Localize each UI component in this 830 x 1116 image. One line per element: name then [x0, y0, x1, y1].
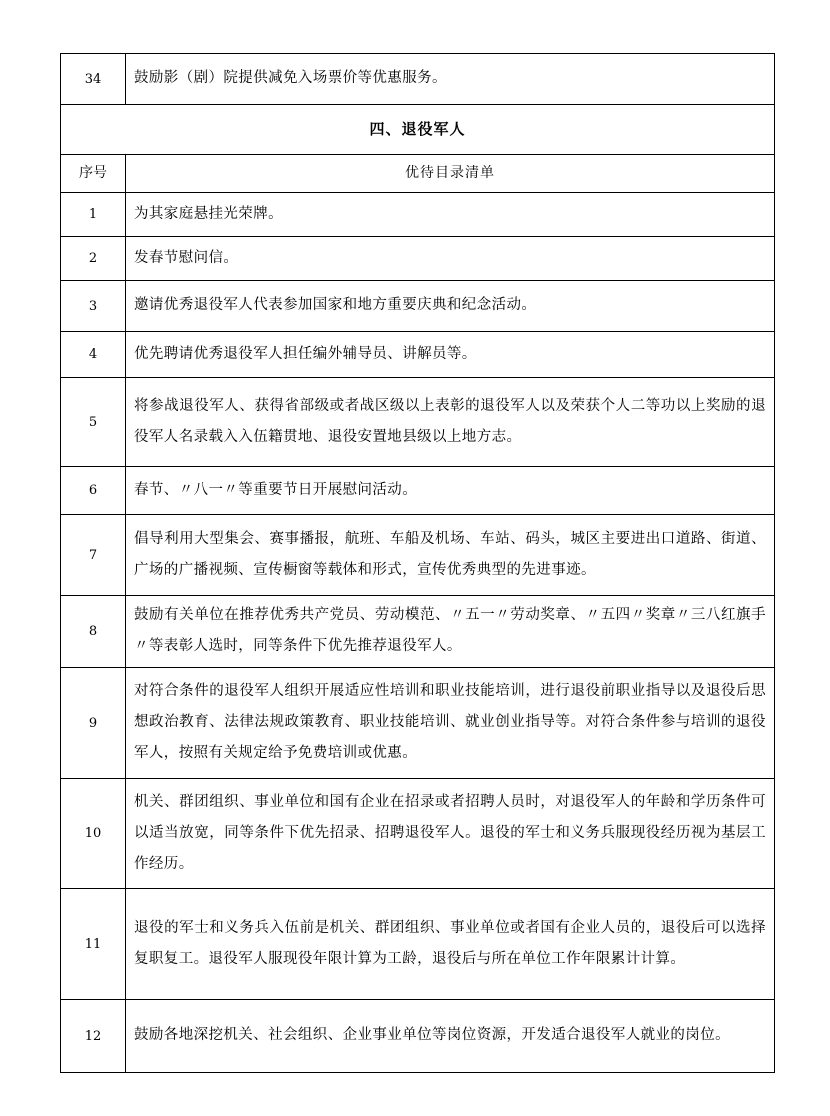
- table-row: [61, 467, 775, 515]
- row-number: 34: [61, 54, 126, 105]
- row-text: 倡导利用大型集会、赛事播报，航班、车船及机场、车站、码头，城区主要进出口道路、街道、广场的广播视频、宣传橱窗等载体和形式，宣传优秀典型的先进事迹。: [126, 515, 775, 596]
- header-list: 优待目录清单: [126, 155, 775, 193]
- row-text: 发春节慰问信。: [126, 237, 775, 281]
- row-number: 4: [61, 332, 126, 378]
- row-text: 鼓励各地深挖机关、社会组织、企业事业单位等岗位资源，开发适合退役军人就业的岗位。: [126, 1000, 775, 1073]
- table-row: [61, 1000, 775, 1073]
- table-row: [61, 596, 775, 668]
- row-text: 鼓励影（剧）院提供减免入场票价等优惠服务。: [126, 54, 775, 105]
- row-number: 2: [61, 237, 126, 281]
- section-row: [61, 105, 775, 155]
- row-text: 机关、群团组织、事业单位和国有企业在招录或者招聘人员时，对退役军人的年龄和学历条件可以适当放宽，同等条件下优先招录、招聘退役军人。退役的军士和义务兵服现役经历视为基层工作经历。: [126, 779, 775, 889]
- row-number: 6: [61, 467, 126, 515]
- table-row: [61, 237, 775, 281]
- row-text: 优先聘请优秀退役军人担任编外辅导员、讲解员等。: [126, 332, 775, 378]
- section-title: 四、退役军人: [61, 105, 775, 155]
- row-number: 3: [61, 281, 126, 332]
- row-number: 7: [61, 515, 126, 596]
- table-row: [61, 515, 775, 596]
- row-text: 退役的军士和义务兵入伍前是机关、群团组织、事业单位或者国有企业人员的，退役后可以选择复职复工。退役军人服现役年限计算为工龄，退役后与所在单位工作年限累计计算。: [126, 889, 775, 1000]
- row-text: 邀请优秀退役军人代表参加国家和地方重要庆典和纪念活动。: [126, 281, 775, 332]
- table-row: [61, 668, 775, 779]
- table-row: [61, 889, 775, 1000]
- table-row: [61, 779, 775, 889]
- row-number: 1: [61, 193, 126, 237]
- row-text: 对符合条件的退役军人组织开展适应性培训和职业技能培训，进行退役前职业指导以及退役后思想政治教育、法律法规政策教育、职业技能培训、就业创业指导等。对符合条件参与培训的退役军人，按照有关规定给予免费培训或优惠。: [126, 668, 775, 779]
- benefits-table: [60, 53, 775, 1073]
- table-row: [61, 332, 775, 378]
- table-row: [61, 54, 775, 105]
- row-number: 10: [61, 779, 126, 889]
- header-number: 序号: [61, 155, 126, 193]
- row-text: 春节、〃八一〃等重要节日开展慰问活动。: [126, 467, 775, 515]
- table-row: [61, 281, 775, 332]
- row-text: 将参战退役军人、获得省部级或者战区级以上表彰的退役军人以及荣获个人二等功以上奖励的退役军人名录载入入伍籍贯地、退役安置地县级以上地方志。: [126, 378, 775, 467]
- row-number: 8: [61, 596, 126, 668]
- table-row: [61, 378, 775, 467]
- header-row: [61, 155, 775, 193]
- row-text: 鼓励有关单位在推荐优秀共产党员、劳动模范、〃五一〃劳动奖章、〃五四〃奖章〃三八红旗手〃等表彰人选时，同等条件下优先推荐退役军人。: [126, 596, 775, 668]
- table-row: [61, 193, 775, 237]
- row-number: 5: [61, 378, 126, 467]
- row-number: 12: [61, 1000, 126, 1073]
- row-number: 11: [61, 889, 126, 1000]
- row-number: 9: [61, 668, 126, 779]
- row-text: 为其家庭悬挂光荣牌。: [126, 193, 775, 237]
